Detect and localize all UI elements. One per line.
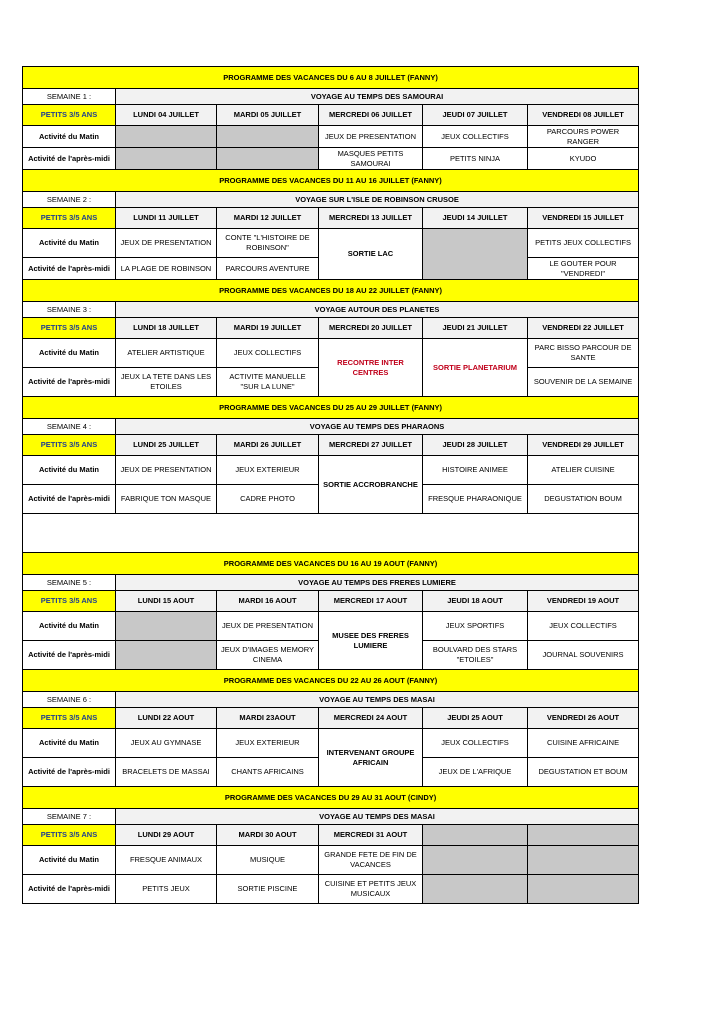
outing-cell: RECONTRE INTER CENTRES: [319, 339, 423, 397]
activity-cell: KYUDO: [528, 148, 639, 170]
activity-cell: JEUX COLLECTIFS: [423, 126, 528, 148]
day-header: MARDI 05 JUILLET: [217, 105, 319, 126]
age-group-label: PETITS 3/5 ANS: [23, 825, 116, 846]
week-theme: VOYAGE AU TEMPS DES PHARAONS: [116, 419, 639, 435]
programme-table: [22, 66, 639, 904]
activity-cell: SORTIE PISCINE: [217, 875, 319, 904]
day-header-empty: [528, 825, 639, 846]
activity-cell: FRESQUE PHARAONIQUE: [423, 485, 528, 514]
day-header: JEUDI 28 JUILLET: [423, 435, 528, 456]
day-header: VENDREDI 08 JUILLET: [528, 105, 639, 126]
activity-cell: JEUX AU GYMNASE: [116, 729, 217, 758]
day-header-empty: [423, 825, 528, 846]
day-header: MERCREDI 17 AOUT: [319, 591, 423, 612]
activity-cell: PARCOURS POWER RANGER: [528, 126, 639, 148]
day-header: MARDI 12 JUILLET: [217, 208, 319, 229]
day-header: VENDREDI 22 JUILLET: [528, 318, 639, 339]
morning-label: Activité du Matin: [23, 846, 116, 875]
day-header: MERCREDI 27 JUILLET: [319, 435, 423, 456]
day-header: LUNDI 18 JUILLET: [116, 318, 217, 339]
day-header-row: [23, 708, 639, 729]
activity-cell: PETITS NINJA: [423, 148, 528, 170]
afternoon-label: Activité de l'après-midi: [23, 875, 116, 904]
activity-cell: JEUX DE PRESENTATION: [319, 126, 423, 148]
week-theme-row: [23, 575, 639, 591]
afternoon-row: [23, 148, 639, 170]
outing-cell: INTERVENANT GROUPE AFRICAIN: [319, 729, 423, 787]
holiday-programme-sheet: [22, 66, 638, 904]
week-title: PROGRAMME DES VACANCES DU 6 AU 8 JUILLET (FANNY): [23, 67, 639, 89]
day-header: JEUDI 18 AOUT: [423, 591, 528, 612]
semaine-label: SEMAINE 2 :: [23, 192, 116, 208]
morning-label: Activité du Matin: [23, 456, 116, 485]
activity-cell: SOUVENIR DE LA SEMAINE: [528, 368, 639, 397]
activity-cell: LA PLAGE DE ROBINSON: [116, 258, 217, 280]
activity-cell-empty: [116, 148, 217, 170]
morning-row: [23, 339, 639, 368]
week-title-row: [23, 397, 639, 419]
week-theme-row: [23, 302, 639, 318]
afternoon-label: Activité de l'après-midi: [23, 758, 116, 787]
day-header: LUNDI 15 AOUT: [116, 591, 217, 612]
week-title-row: [23, 280, 639, 302]
afternoon-label: Activité de l'après-midi: [23, 368, 116, 397]
activity-cell: BRACELETS DE MASSAI: [116, 758, 217, 787]
activity-cell: CUISINE ET PETITS JEUX MUSICAUX: [319, 875, 423, 904]
week-theme-row: [23, 89, 639, 105]
morning-label: Activité du Matin: [23, 729, 116, 758]
day-header: JEUDI 25 AOUT: [423, 708, 528, 729]
activity-cell: JEUX DE PRESENTATION: [116, 229, 217, 258]
day-header-row: [23, 435, 639, 456]
day-header: LUNDI 29 AOUT: [116, 825, 217, 846]
activity-cell-empty: [528, 846, 639, 875]
day-header: MERCREDI 31 AOUT: [319, 825, 423, 846]
week-title-row: [23, 553, 639, 575]
morning-label: Activité du Matin: [23, 229, 116, 258]
afternoon-label: Activité de l'après-midi: [23, 641, 116, 670]
age-group-label: PETITS 3/5 ANS: [23, 591, 116, 612]
activity-cell: HISTOIRE ANIMEE: [423, 456, 528, 485]
activity-cell: MUSIQUE: [217, 846, 319, 875]
activity-cell-empty: [423, 846, 528, 875]
week-title-row: [23, 787, 639, 809]
day-header: VENDREDI 26 AOUT: [528, 708, 639, 729]
week-theme: VOYAGE AU TEMPS DES MASAI: [116, 809, 639, 825]
activity-cell: DEGUSTATION BOUM: [528, 485, 639, 514]
morning-row: [23, 126, 639, 148]
morning-row: [23, 229, 639, 258]
day-header: MERCREDI 20 JUILLET: [319, 318, 423, 339]
week-theme: VOYAGE AU TEMPS DES SAMOURAI: [116, 89, 639, 105]
day-header-row: [23, 318, 639, 339]
day-header-row: [23, 591, 639, 612]
afternoon-label: Activité de l'après-midi: [23, 148, 116, 170]
activity-cell: CONTE "L'HISTOIRE DE ROBINSON": [217, 229, 319, 258]
activity-cell-empty: [423, 229, 528, 280]
blank-spacer-row: [23, 514, 639, 553]
activity-cell: JEUX SPORTIFS: [423, 612, 528, 641]
outing-cell: MUSEE DES FRERES LUMIERE: [319, 612, 423, 670]
outing-cell: SORTIE LAC: [319, 229, 423, 280]
afternoon-label: Activité de l'après-midi: [23, 258, 116, 280]
semaine-label: SEMAINE 3 :: [23, 302, 116, 318]
activity-cell: DEGUSTATION ET BOUM: [528, 758, 639, 787]
day-header: LUNDI 25 JUILLET: [116, 435, 217, 456]
outing-cell: SORTIE PLANETARIUM: [423, 339, 528, 397]
activity-cell: MASQUES PETITS SAMOURAI: [319, 148, 423, 170]
day-header: VENDREDI 19 AOUT: [528, 591, 639, 612]
blank-spacer: [23, 514, 639, 553]
age-group-label: PETITS 3/5 ANS: [23, 708, 116, 729]
semaine-label: SEMAINE 6 :: [23, 692, 116, 708]
semaine-label: SEMAINE 4 :: [23, 419, 116, 435]
week-title-row: [23, 170, 639, 192]
activity-cell-empty: [217, 148, 319, 170]
day-header: JEUDI 14 JUILLET: [423, 208, 528, 229]
age-group-label: PETITS 3/5 ANS: [23, 318, 116, 339]
activity-cell: PETITS JEUX: [116, 875, 217, 904]
day-header: LUNDI 04 JUILLET: [116, 105, 217, 126]
day-header: MARDI 23AOUT: [217, 708, 319, 729]
activity-cell: JEUX DE PRESENTATION: [217, 612, 319, 641]
activity-cell-empty: [116, 126, 217, 148]
age-group-label: PETITS 3/5 ANS: [23, 208, 116, 229]
activity-cell: JEUX D'IMAGES MEMORY CINEMA: [217, 641, 319, 670]
activity-cell: FRESQUE ANIMAUX: [116, 846, 217, 875]
day-header: MARDI 16 AOUT: [217, 591, 319, 612]
activity-cell: JEUX COLLECTIFS: [217, 339, 319, 368]
week-title: PROGRAMME DES VACANCES DU 11 AU 16 JUILLET (FANNY): [23, 170, 639, 192]
week-theme-row: [23, 809, 639, 825]
week-theme-row: [23, 692, 639, 708]
activity-cell: CHANTS AFRICAINS: [217, 758, 319, 787]
week-title: PROGRAMME DES VACANCES DU 29 AU 31 AOUT (CINDY): [23, 787, 639, 809]
activity-cell-empty: [116, 612, 217, 641]
day-header: MARDI 26 JUILLET: [217, 435, 319, 456]
afternoon-label: Activité de l'après-midi: [23, 485, 116, 514]
day-header: MERCREDI 13 JUILLET: [319, 208, 423, 229]
activity-cell: FABRIQUE TON MASQUE: [116, 485, 217, 514]
afternoon-row: [23, 875, 639, 904]
week-title: PROGRAMME DES VACANCES DU 25 AU 29 JUILLET (FANNY): [23, 397, 639, 419]
day-header: LUNDI 22 AOUT: [116, 708, 217, 729]
activity-cell: JEUX DE L'AFRIQUE: [423, 758, 528, 787]
week-theme-row: [23, 419, 639, 435]
week-title-row: [23, 67, 639, 89]
week-title: PROGRAMME DES VACANCES DU 22 AU 26 AOUT (FANNY): [23, 670, 639, 692]
semaine-label: SEMAINE 7 :: [23, 809, 116, 825]
day-header: VENDREDI 15 JUILLET: [528, 208, 639, 229]
outing-cell: SORTIE ACCROBRANCHE: [319, 456, 423, 514]
day-header-row: [23, 208, 639, 229]
activity-cell: JEUX LA TETE DANS LES ETOILES: [116, 368, 217, 397]
morning-label: Activité du Matin: [23, 612, 116, 641]
activity-cell: JEUX DE PRESENTATION: [116, 456, 217, 485]
activity-cell: PARCOURS AVENTURE: [217, 258, 319, 280]
activity-cell-empty: [116, 641, 217, 670]
age-group-label: PETITS 3/5 ANS: [23, 105, 116, 126]
activity-cell: JEUX EXTERIEUR: [217, 729, 319, 758]
day-header: MARDI 30 AOUT: [217, 825, 319, 846]
activity-cell: GRANDE FETE DE FIN DE VACANCES: [319, 846, 423, 875]
day-header: MERCREDI 06 JUILLET: [319, 105, 423, 126]
day-header: MERCREDI 24 AOUT: [319, 708, 423, 729]
week-theme: VOYAGE AUTOUR DES PLANETES: [116, 302, 639, 318]
morning-row: [23, 846, 639, 875]
semaine-label: SEMAINE 1 :: [23, 89, 116, 105]
activity-cell: JOURNAL SOUVENIRS: [528, 641, 639, 670]
week-title: PROGRAMME DES VACANCES DU 16 AU 19 AOUT (FANNY): [23, 553, 639, 575]
activity-cell: JEUX COLLECTIFS: [423, 729, 528, 758]
week-theme: VOYAGE AU TEMPS DES FRERES LUMIERE: [116, 575, 639, 591]
activity-cell-empty: [217, 126, 319, 148]
week-theme: VOYAGE AU TEMPS DES MASAI: [116, 692, 639, 708]
activity-cell: PETITS JEUX COLLECTIFS: [528, 229, 639, 258]
morning-label: Activité du Matin: [23, 126, 116, 148]
activity-cell: CADRE PHOTO: [217, 485, 319, 514]
week-title: PROGRAMME DES VACANCES DU 18 AU 22 JUILLET (FANNY): [23, 280, 639, 302]
activity-cell: BOULVARD DES STARS "ETOILES": [423, 641, 528, 670]
week-theme: VOYAGE SUR L'ISLE DE ROBINSON CRUSOE: [116, 192, 639, 208]
day-header: JEUDI 21 JUILLET: [423, 318, 528, 339]
activity-cell: LE GOUTER POUR "VENDREDI": [528, 258, 639, 280]
week-title-row: [23, 670, 639, 692]
activity-cell-empty: [423, 875, 528, 904]
activity-cell: ACTIVITE MANUELLE "SUR LA LUNE": [217, 368, 319, 397]
morning-row: [23, 612, 639, 641]
day-header-row: [23, 825, 639, 846]
morning-label: Activité du Matin: [23, 339, 116, 368]
activity-cell: JEUX EXTERIEUR: [217, 456, 319, 485]
day-header: JEUDI 07 JUILLET: [423, 105, 528, 126]
activity-cell: ATELIER CUISINE: [528, 456, 639, 485]
activity-cell: CUISINE AFRICAINE: [528, 729, 639, 758]
semaine-label: SEMAINE 5 :: [23, 575, 116, 591]
activity-cell: JEUX COLLECTIFS: [528, 612, 639, 641]
week-theme-row: [23, 192, 639, 208]
morning-row: [23, 456, 639, 485]
day-header: LUNDI 11 JUILLET: [116, 208, 217, 229]
day-header: VENDREDI 29 JUILLET: [528, 435, 639, 456]
activity-cell: PARC BISSO PARCOUR DE SANTE: [528, 339, 639, 368]
day-header-row: [23, 105, 639, 126]
activity-cell: ATELIER ARTISTIQUE: [116, 339, 217, 368]
activity-cell-empty: [528, 875, 639, 904]
morning-row: [23, 729, 639, 758]
day-header: MARDI 19 JUILLET: [217, 318, 319, 339]
age-group-label: PETITS 3/5 ANS: [23, 435, 116, 456]
